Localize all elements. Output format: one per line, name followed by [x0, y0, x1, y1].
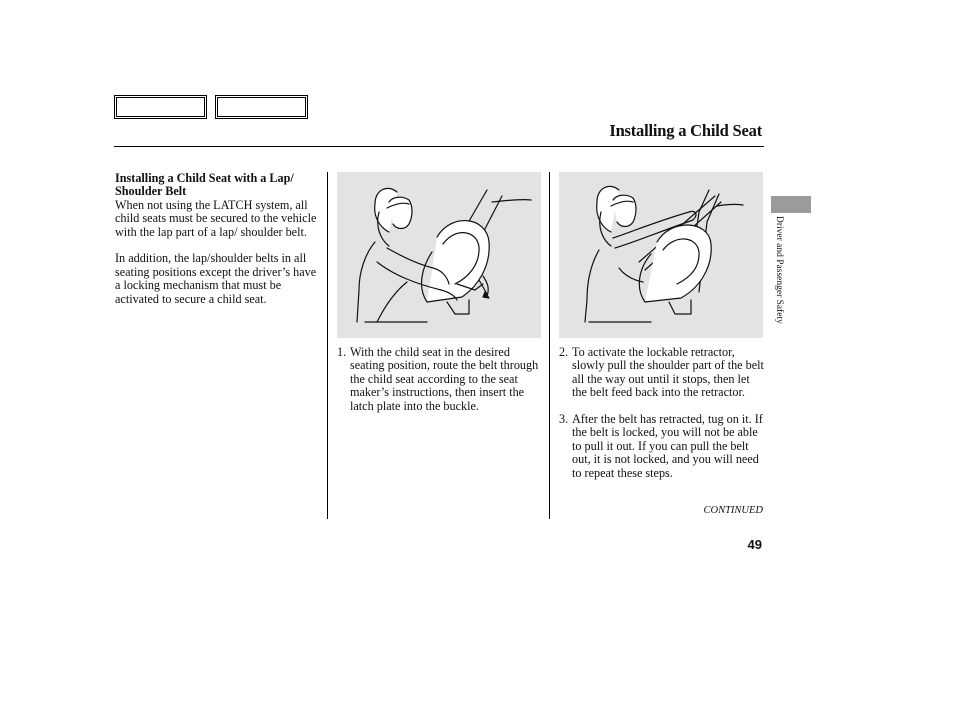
step-item — [559, 413, 765, 480]
continued-label: CONTINUED — [703, 505, 763, 516]
step-text: To activate the lockable retractor, slowly pull the shoulder part of the belt all the way out until it stops, then let the belt feed back into the retractor. — [572, 345, 764, 400]
column-divider — [549, 172, 550, 519]
step-item — [337, 346, 543, 413]
woman-buckling-child-seat-illustration — [337, 172, 541, 338]
page-title: Installing a Child Seat — [609, 121, 762, 140]
woman-pulling-shoulder-belt-illustration — [559, 172, 763, 338]
column-divider — [327, 172, 328, 519]
page-number: 49 — [747, 537, 762, 552]
figure-1 — [337, 172, 541, 338]
section-side-label: Driver and Passenger Safety — [774, 216, 784, 324]
title-rule — [114, 146, 764, 147]
step-text: With the child seat in the desired seating position, route the belt through the child seat according to the seat maker’s instructions, then insert the latch plate into the buckle. — [350, 345, 539, 413]
intro-column — [115, 172, 321, 306]
intro-paragraph: In addition, the lap/shoulder belts in all seating positions except the driver’s have a locking mechanism that must be activated to secure a child seat. — [115, 251, 317, 306]
step-column-2 — [559, 172, 765, 480]
step-number: 2. — [559, 345, 569, 359]
section-tab-marker — [771, 196, 811, 213]
nav-button-2[interactable] — [215, 95, 308, 119]
figure-2 — [559, 172, 763, 338]
section-heading: Installing a Child Seat with a Lap/ Shoulder Belt — [115, 171, 294, 199]
nav-button-1[interactable] — [114, 95, 207, 119]
step-number: 1. — [337, 345, 347, 359]
step-number: 3. — [559, 412, 569, 427]
step-text: After the belt has retracted, tug on it. If the belt is locked, you will not be able to pull it out. If you can pull the belt out, it is not locked, and you will need to repeat these steps. — [572, 412, 763, 480]
step-item — [559, 346, 765, 400]
intro-paragraph: When not using the LATCH system, all child seats must be secured to the vehicle with the lap part of a lap/ shoulder belt. — [115, 197, 317, 239]
step-column-1 — [337, 172, 543, 413]
